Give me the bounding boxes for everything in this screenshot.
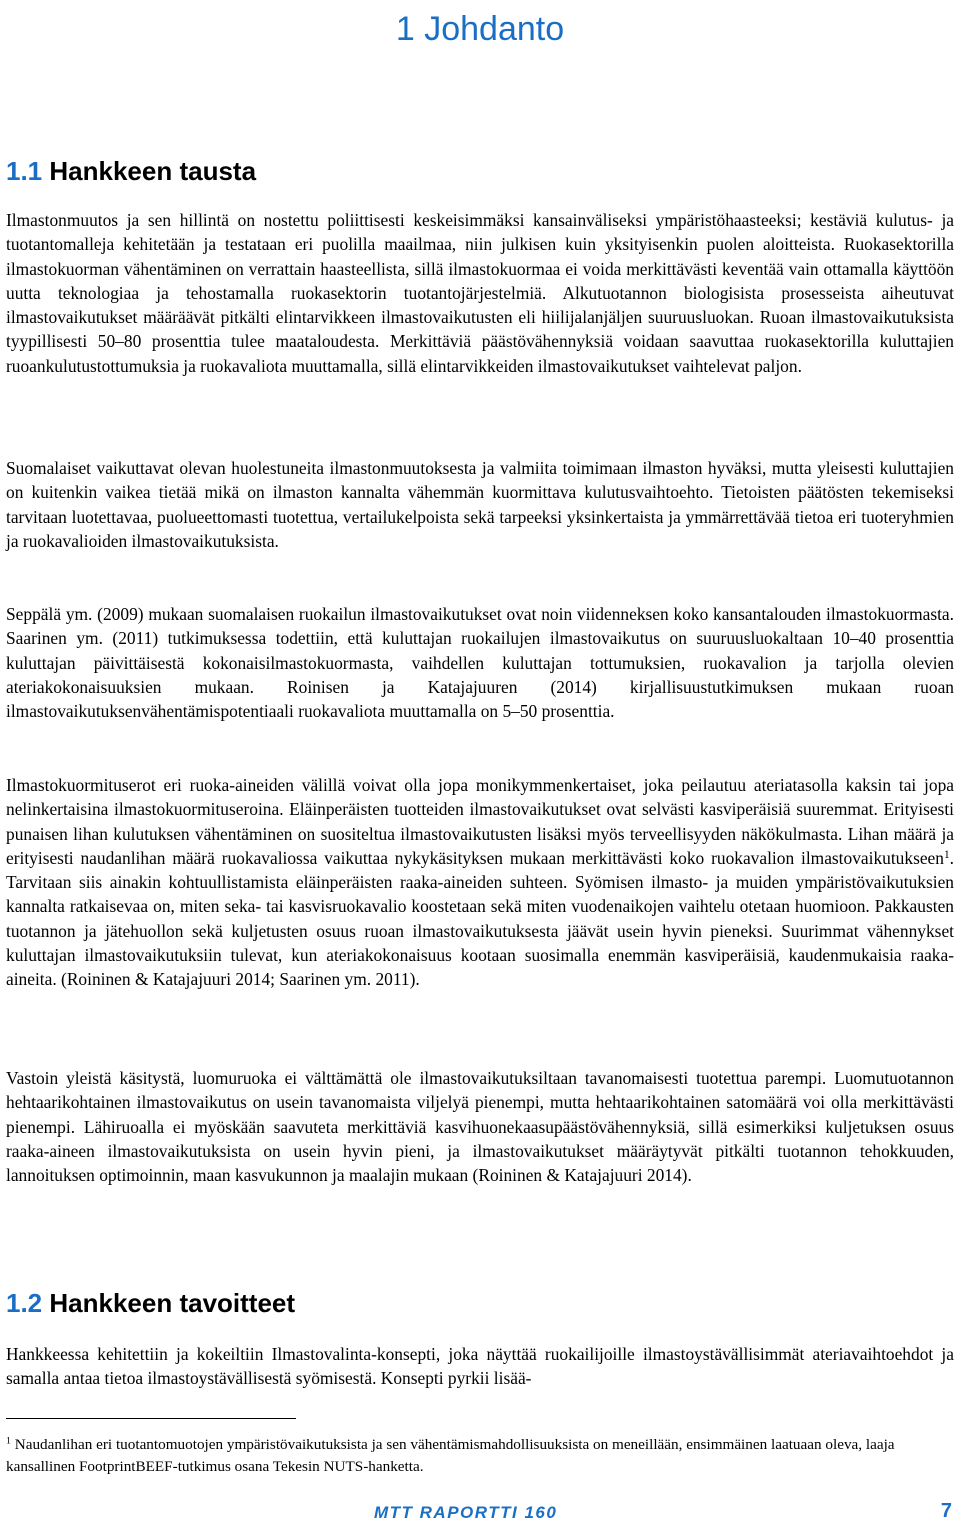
page-number: 7 xyxy=(940,1500,952,1522)
paragraph-4-text-a: Ilmastokuormituserot eri ruoka-aineiden välillä voivat olla jopa monikymmenkertaiset, joka peilautuu ateriatasolla kaksin tai jopa nelinkertaisina ilmastokuormituseroina. Eläinperäisten tuotteiden ilmastovaikutukset ovat selvästi kasviperäisiä suuremmat. Erityisesti punaisen lihan kulutuksen vähentäminen on suositeltua ilmastovaikutusten lisäksi myös terveellisyyden näkökulmasta. Lihan määrä ja erityisesti naudanlihan määrä ruokavaliossa vaikuttaa nykykäsityksen mukaan merkittävästi koko ruokavalion ilmastovaikutukseen xyxy=(6,775,954,868)
chapter-title: 1 Johdanto xyxy=(395,10,565,48)
section-title-text: Hankkeen tausta xyxy=(49,156,257,186)
footnote-text: Naudanlihan eri tuotantomuotojen ympäristövaikutuksista ja sen vähentämismahdollisuuksista on meneillään, ensimmäinen laatuaan oleva, laaja kansallinen FootprintBEEF-tutkimus osana Tekesin NUTS-hanketta. xyxy=(6,1436,895,1475)
paragraph-2: Suomalaiset vaikuttavat olevan huolestuneita ilmastonmuutoksesta ja valmiita toimimaan ilmaston hyväksi, mutta yleisesti kuluttajien on kuitenkin vaikea tietää mikä on ilmaston kannalta vähemmän kuormittava kulutusvaihtoehto. Tietoisten päätösten tekemiseksi tarvitaan luotettavaa, puolueettomasti tuotettua, vertailukelpoista sekä tarpeeksi yksinkertaista ja ymmärrettävää tietoa eri tuoteryhmien ja ruokavalioiden ilmastovaikutuksista. xyxy=(6,458,954,551)
footnote-reference[interactable]: 1 xyxy=(943,848,950,861)
paragraph-4 xyxy=(6,773,954,992)
paragraph-4-text-b: . Tarvitaan siis ainakin kohtuullistamista eläinperäisten raaka-aineiden suhteen. Syömisen ilmasto- ja muiden ympäristövaikutuksien kannalta ratkaisevaa on, miten seka- tai kasvisruokavalio koostetaan sekä miten vuodenaikojen vaihtelu otetaan huomioon. Pakkausten tuotannon ja jätehuollon sekä kuljetusten osuus ruoan ilmastovaikutuksesta jäävät usein hyvin pieneksi. Suurimmat vähennykset kuluttajan ilmastovaikutuksiin tulevat, kun ateriakokonaisuus kootaan suosimalla enemmän kasviperäisiä, kaudenmukaisia raaka-aineita. (Roininen & Katajajuuri 2014; Saarinen ym. 2011). xyxy=(6,847,954,990)
section-title-text: Hankkeen tavoitteet xyxy=(49,1288,296,1318)
paragraph-5: Vastoin yleistä käsitystä, luomuruoka ei välttämättä ole ilmastovaikutuksiltaan tavanomaisesti tuotettua parempi. Luomutuotannon hehtaarikohtainen ilmastovaikutus on usein tavanomaista viljelyä pienempi, mutta hehtaarikohtainen satomäärä voi olla merkittävästi pienempi. Lähiruoalla ei myöskään saavuteta merkittäviä kasvihuonekaasupäästövähennyksiä, sillä esimerkiksi kuljetuksen osuus raaka-aineen ilmastovaikutuksista on usein hyvin pieni, ja ilmastovaikutukset määräytyvät pitkälti tuotannon tehokkuuden, lannoituksen optimoinnin, maan kasvukunnon ja maalajin mukaan (Roininen & Katajajuuri 2014). xyxy=(6,1068,954,1186)
paragraph-3: Seppälä ym. (2009) mukaan suomalaisen ruokailun ilmastovaikutukset ovat noin viidenneksen koko kansantalouden ilmastokuormasta. Saarinen ym. (2011) tutkimuksessa todettiin, että kuluttajan ruokailujen ilmastovaikutus on suuruusluokaltaan 10–40 prosenttia kuluttajan päivittäisestä kokonaisilmastokuormasta, vaihdellen kuluttajan tottumuksien, ruokavalion ja tarjolla olevien ateriakokonaisuuksien mukaan. Roinisen ja Katajajuuren (2014) kirjallisuustutkimuksen mukaan ruoan ilmastovaikutuksenvähentämispotentiaali ruokavaliota muuttamalla on 5–50 prosenttia. xyxy=(6,604,954,722)
section-number: 1.1 xyxy=(6,156,43,186)
paragraph-6: Hankkeessa kehitettiin ja kokeiltiin Ilmastovalinta-konsepti, joka näyttää ruokailijoille ilmastoystävällisimmät ateriavaihtoehdot ja samalla antaa tietoa ilmastoystävällisestä syömisestä. Konsepti pyrkii lisää- xyxy=(6,1344,954,1389)
paragraph-1: Ilmastonmuutos ja sen hillintä on nostettu poliittisesti keskeisimmäksi kansainväliseksi ympäristöhaasteeksi; kestäviä kulutus- ja tuotantomalleja kehitetään ja testataan eri puolilla maailmaa, niin julkisen kuin yksityisenkin puolen aloitteista. Ruokasektorilla ilmastokuorman vähentäminen on verrattain haasteellista, sillä ilmastokuormaa ei voida merkittävästi keventää vain ottamalla käyttöön uutta teknologiaa ja tehostamalla ruokasektorin tuotantojärjestelmiä. Alkutuotannon biologisista prosesseista aiheutuvat ilmastovaikutukset määräävät pitkälti elintarvikkeen ilmastovaikutusten eli hiilijalanjäljen suuruusluokan. Ruoan ilmastovaikutuksista tyypillisesti 50–80 prosenttia tulee maataloudesta. Merkittäviä päästövähennyksiä voidaan saavuttaa ruokasektorilla kuluttajien ruoankulutustottumuksia ja ruokavaliota muuttamalla, sillä elintarvikkeiden ilmastovaikutukset vaihtelevat paljon. xyxy=(6,210,954,376)
section-heading-1-2 xyxy=(6,1287,295,1319)
footnote-divider xyxy=(6,1418,296,1419)
footer-brand: MTT RAPORTTI 160 xyxy=(374,1503,558,1522)
section-heading-1-1 xyxy=(6,155,256,187)
footnote-mark: 1 xyxy=(6,1435,11,1447)
section-number: 1.2 xyxy=(6,1288,43,1318)
footnote xyxy=(6,1434,954,1478)
